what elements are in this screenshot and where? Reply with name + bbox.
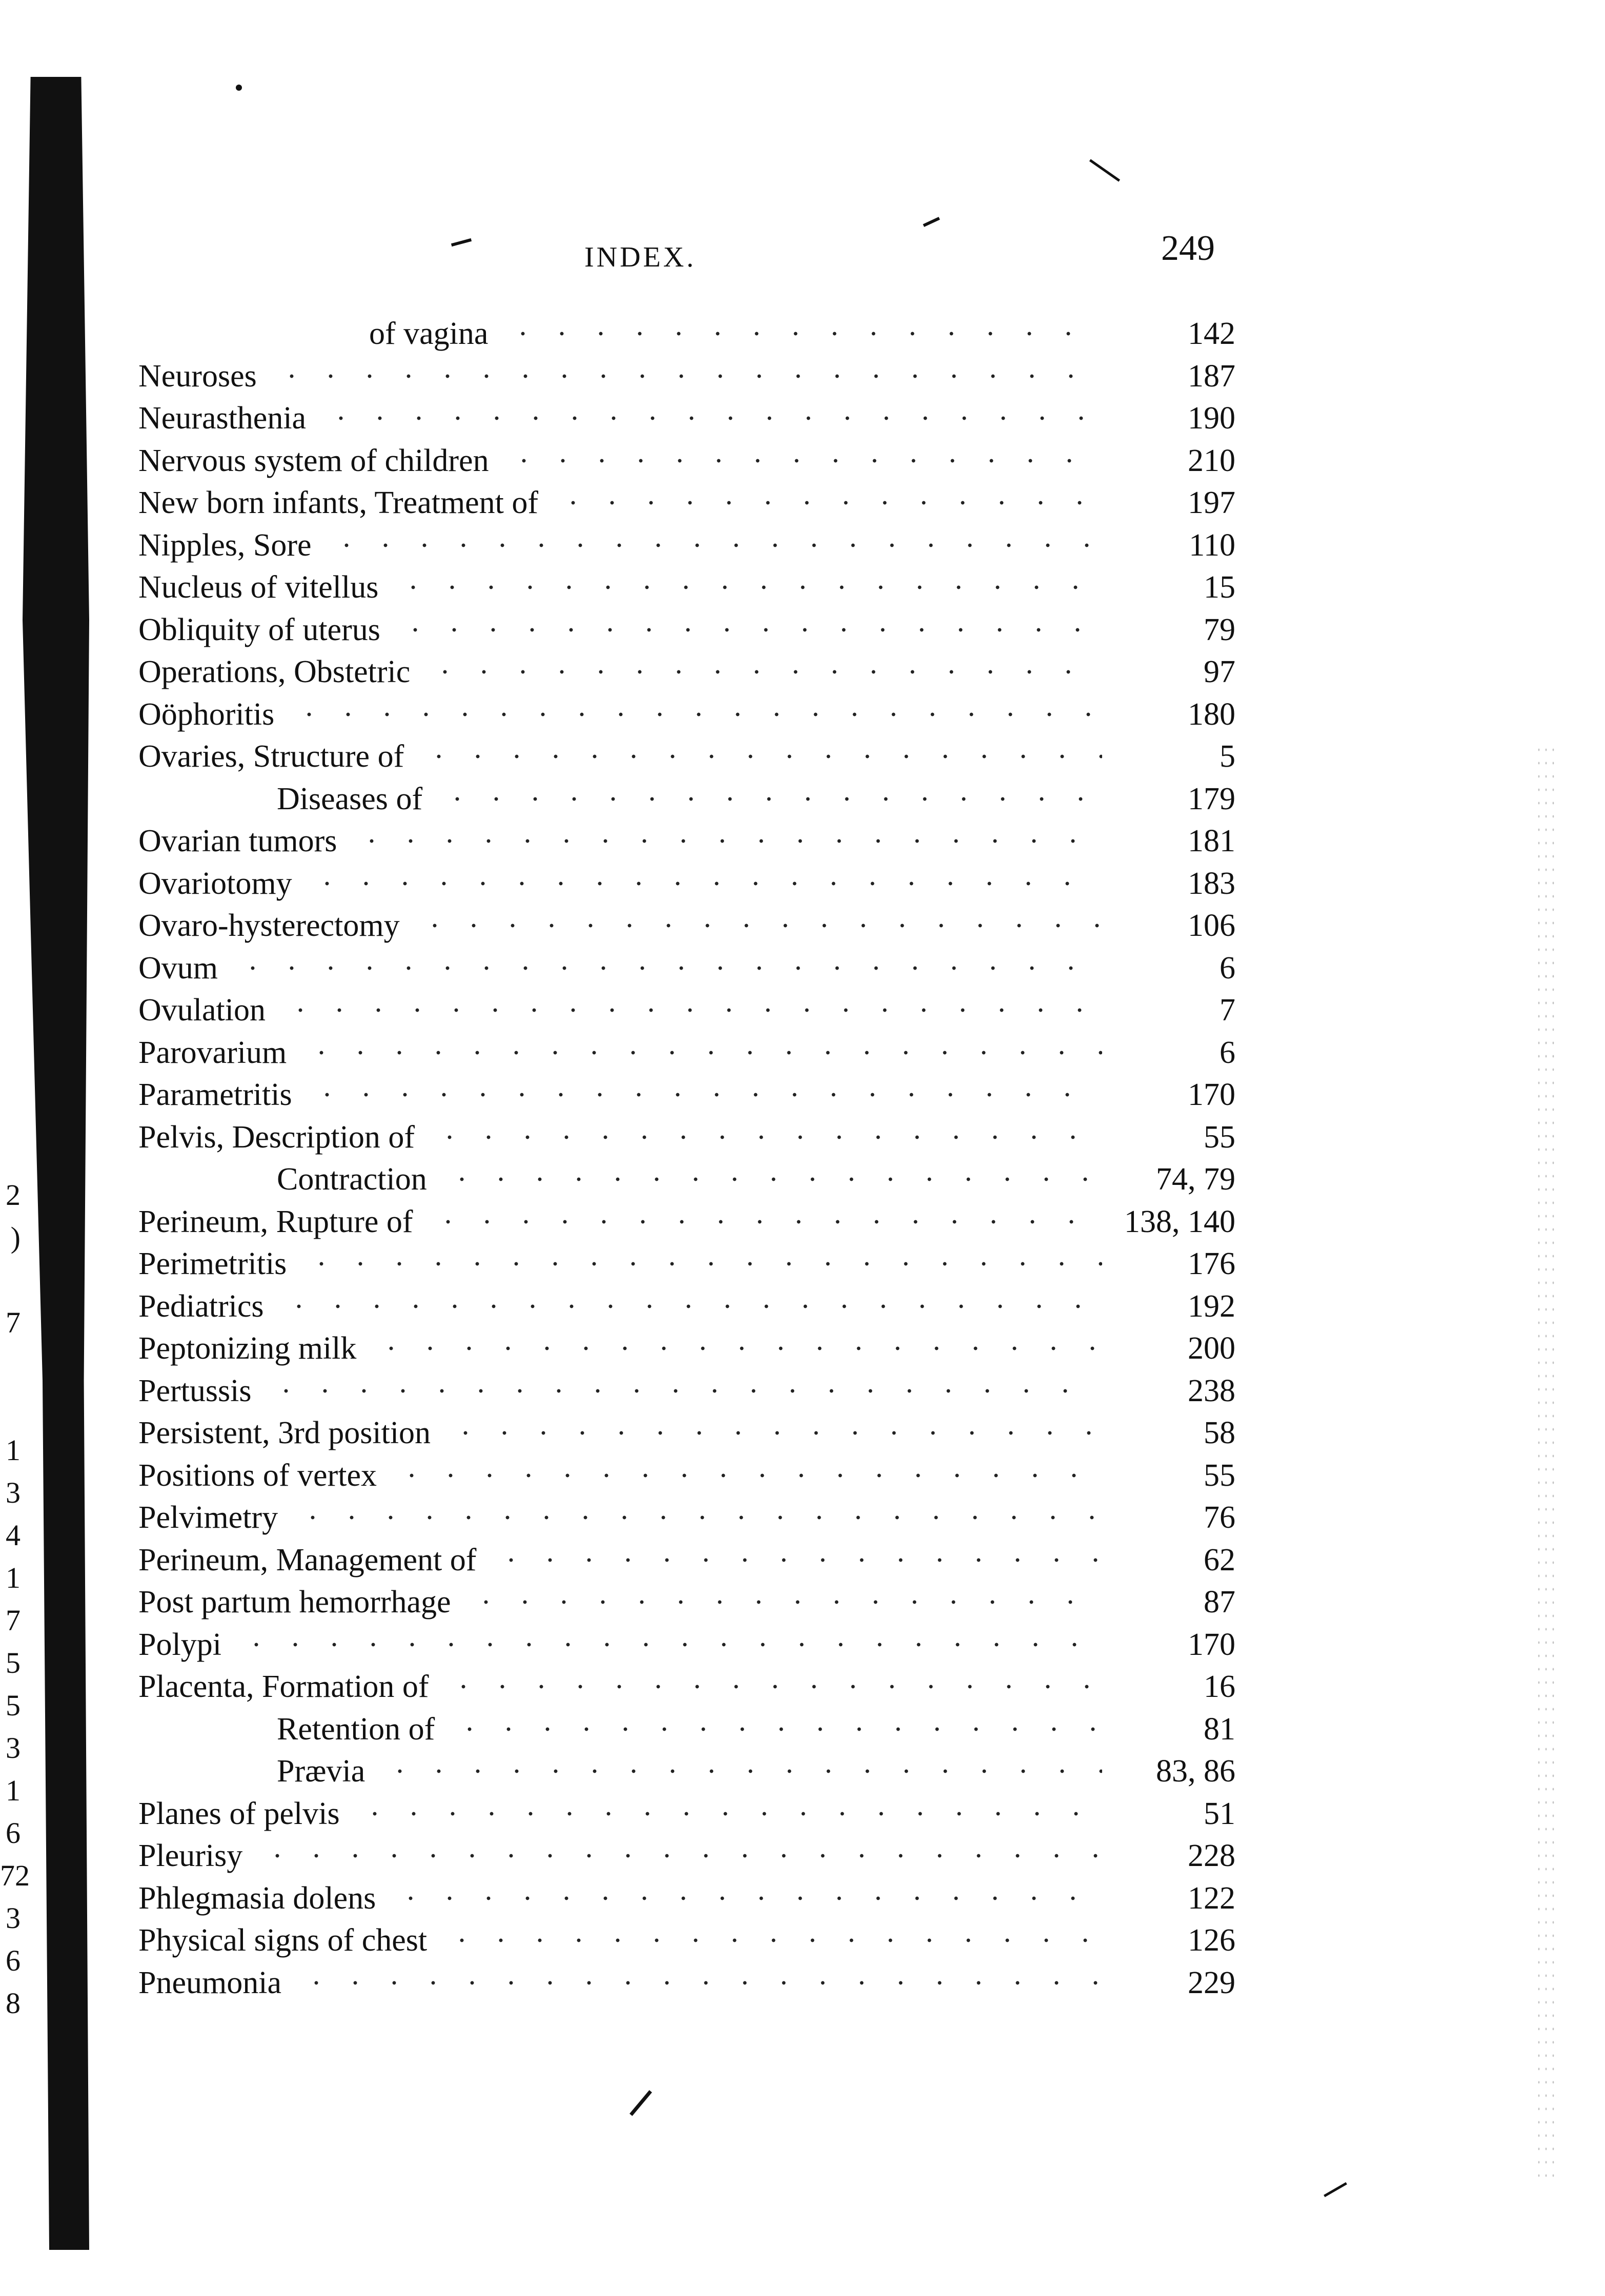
index-entry-label: Physical signs of chest: [138, 1923, 428, 1958]
index-entry-label: Pelvis, Description of: [138, 1119, 415, 1155]
index-entry-pages: 76: [1204, 1500, 1235, 1535]
index-entry: [138, 1750, 1235, 1793]
margin-digit: ): [10, 1221, 21, 1254]
dot-leader: [233, 966, 1102, 971]
index-entry-pages: 55: [1204, 1458, 1235, 1493]
dot-leader: [237, 1642, 1102, 1647]
dot-leader: [504, 458, 1102, 463]
index-entry-label: Parovarium: [138, 1035, 287, 1070]
index-entry-label: Ovulation: [138, 993, 266, 1028]
index-entry-label: Post partum hemorrhage: [138, 1585, 451, 1619]
index-entry-pages: 181: [1188, 824, 1235, 858]
index-entry-label: Persistent, 3rd position: [138, 1416, 431, 1450]
dot-leader: [352, 838, 1102, 844]
index-entry-label: Retention of: [277, 1711, 435, 1747]
index-entry: [138, 566, 1235, 609]
index-entry: [138, 313, 1235, 355]
index-entry: [138, 989, 1235, 1032]
margin-digit: 6: [6, 1944, 21, 1977]
index-entry-label: Ovaries, Structure of: [138, 739, 404, 774]
dot-leader: [308, 881, 1102, 886]
index-entry-label: Pertussis: [138, 1373, 252, 1408]
index-entry: [138, 1032, 1235, 1074]
ink-mark: [923, 217, 940, 227]
index-entry: [138, 1412, 1235, 1454]
dot-leader: [419, 754, 1102, 759]
index-entry: [138, 1327, 1235, 1370]
dot-leader: [442, 1938, 1102, 1943]
index-entry-pages: 74, 79: [1156, 1162, 1235, 1197]
margin-digit: [0, 1259, 21, 1301]
index-entry-label: Planes of pelvis: [138, 1796, 340, 1831]
margin-digit: [0, 1344, 21, 1386]
index-entry: [138, 1539, 1235, 1582]
index-entry-pages: 210: [1188, 443, 1235, 478]
index-entry: [138, 482, 1235, 524]
index-entry-pages: 138, 140: [1124, 1204, 1235, 1239]
dot-leader: [290, 712, 1102, 717]
index-entry-pages: 187: [1188, 358, 1235, 394]
dot-leader: [302, 1050, 1102, 1055]
index-entry-label: Placenta, Formation of: [138, 1669, 429, 1704]
margin-digit: 3: [6, 1476, 21, 1509]
dot-leader: [279, 1304, 1103, 1309]
index-entry-list: [138, 313, 1235, 2004]
index-entry-pages: 81: [1204, 1711, 1235, 1747]
index-entry-label: Perimetritis: [138, 1246, 287, 1281]
index-entry-label: Nervous system of children: [138, 443, 489, 478]
index-entry-pages: 197: [1188, 485, 1235, 520]
dot-leader: [438, 796, 1102, 802]
dot-leader: [355, 1811, 1102, 1816]
index-entry-label: Contraction: [277, 1162, 427, 1197]
index-entry: [138, 905, 1235, 947]
index-entry: [138, 1581, 1235, 1624]
dot-leader: [503, 331, 1102, 336]
margin-digit: 5: [6, 1646, 21, 1679]
dot-leader: [272, 374, 1102, 379]
index-entry: [138, 1624, 1235, 1666]
index-entry: [138, 1158, 1235, 1201]
margin-digit: 1: [6, 1774, 21, 1807]
dot-leader: [429, 1219, 1102, 1224]
index-entry-label: Positions of vertex: [138, 1458, 377, 1493]
margin-digit: 1: [6, 1433, 21, 1467]
index-entry-label: Neuroses: [138, 358, 257, 394]
index-entry-label: New born infants, Treatment of: [138, 485, 539, 520]
dot-leader: [327, 543, 1102, 548]
index-entry-pages: 228: [1188, 1838, 1235, 1873]
ink-mark: [236, 85, 242, 91]
ink-mark: [629, 2090, 652, 2116]
dot-leader: [321, 416, 1102, 421]
index-entry: [138, 1285, 1235, 1328]
index-entry-label: Diseases of: [277, 781, 423, 816]
index-entry-pages: 179: [1188, 781, 1235, 816]
ink-mark: [1324, 2182, 1347, 2197]
dot-leader: [450, 1727, 1102, 1732]
dot-leader: [446, 1430, 1102, 1436]
index-entry-pages: 176: [1188, 1246, 1235, 1281]
index-entry: [138, 609, 1235, 651]
margin-digit: [0, 1386, 21, 1429]
index-entry: [138, 693, 1235, 736]
index-entry-label: Prævia: [277, 1754, 365, 1789]
index-entry-label: Pelvimetry: [138, 1500, 278, 1535]
ink-mark: [1089, 159, 1120, 181]
dot-leader: [394, 585, 1102, 590]
index-entry-pages: 192: [1188, 1288, 1235, 1324]
index-entry-pages: 142: [1188, 316, 1235, 351]
index-entry-pages: 229: [1188, 1965, 1235, 2000]
index-entry-label: Perineum, Rupture of: [138, 1204, 413, 1239]
index-entry: [138, 820, 1235, 863]
index-entry-pages: 62: [1204, 1542, 1235, 1577]
index-entry: [138, 1116, 1235, 1159]
dot-leader: [466, 1600, 1102, 1605]
index-entry-pages: 190: [1188, 401, 1235, 436]
scan-noise: [1535, 743, 1556, 2178]
index-entry: [138, 1370, 1235, 1412]
index-entry-label: Parametritis: [138, 1077, 292, 1112]
index-entry: [138, 735, 1235, 778]
index-entry-pages: 200: [1188, 1331, 1235, 1366]
index-entry-pages: 180: [1188, 696, 1235, 732]
index-entry-label: Peptonizing milk: [138, 1331, 357, 1366]
index-entry-pages: 122: [1188, 1880, 1235, 1916]
index-entry: [138, 1877, 1235, 1920]
index-entry-label: Neurasthenia: [138, 401, 307, 436]
dot-leader: [444, 1684, 1102, 1689]
index-entry-pages: 5: [1220, 739, 1235, 774]
index-entry: [138, 1666, 1235, 1708]
index-entry: [138, 1243, 1235, 1285]
index-entry-pages: 183: [1188, 866, 1235, 901]
margin-digit: 7: [6, 1604, 21, 1637]
index-entry-pages: 55: [1204, 1119, 1235, 1155]
index-entry-label: Ovarian tumors: [138, 824, 337, 858]
dot-leader: [297, 1980, 1102, 1985]
margin-digit: 1: [6, 1561, 21, 1594]
dot-leader: [258, 1853, 1102, 1858]
dot-leader: [554, 500, 1102, 505]
index-entry-label: Pleurisy: [138, 1838, 243, 1873]
index-entry: [138, 1919, 1235, 1962]
index-entry-label: Operations, Obstetric: [138, 654, 411, 689]
index-entry-label: Pediatrics: [138, 1288, 264, 1324]
index-entry-pages: 126: [1188, 1923, 1235, 1958]
index-entry-pages: 15: [1204, 570, 1235, 605]
index-entry-label: Ovaro-hysterectomy: [138, 908, 400, 943]
margin-digit: 4: [6, 1519, 21, 1552]
index-entry-pages: 170: [1188, 1627, 1235, 1662]
index-entry: [138, 1835, 1235, 1877]
dot-leader: [392, 1473, 1102, 1478]
margin-digit: 5: [6, 1689, 21, 1722]
dot-leader: [308, 1092, 1102, 1097]
margin-digit: 2: [6, 1178, 21, 1212]
margin-digit: 7: [6, 1306, 21, 1339]
index-entry-label: Oöphoritis: [138, 696, 275, 732]
index-entry: [138, 397, 1235, 440]
index-entry-label: Ovum: [138, 950, 218, 986]
margin-digit: 3: [6, 1901, 21, 1935]
index-entry-label: Nipples, Sore: [138, 527, 312, 563]
index-entry: [138, 524, 1235, 567]
margin-digit: 72: [0, 1859, 30, 1892]
index-entry: [138, 947, 1235, 990]
dot-leader: [380, 1769, 1102, 1774]
index-entry-pages: 58: [1204, 1416, 1235, 1450]
index-entry: [138, 440, 1235, 482]
dot-leader: [415, 923, 1102, 928]
dot-leader: [425, 669, 1102, 674]
index-entry-label: Phlegmasia dolens: [138, 1880, 376, 1916]
index-entry: [138, 355, 1235, 398]
dot-leader: [372, 1346, 1102, 1351]
index-entry-pages: 51: [1204, 1796, 1235, 1831]
index-entry: [138, 1793, 1235, 1835]
index-entry-pages: 6: [1220, 1035, 1235, 1070]
margin-digit: 6: [6, 1816, 21, 1850]
dot-leader: [396, 627, 1102, 632]
dot-leader: [430, 1135, 1102, 1140]
ink-mark: [451, 238, 472, 247]
index-entry: [138, 863, 1235, 905]
facing-page-margin: [0, 1174, 30, 2024]
dot-leader: [293, 1515, 1102, 1520]
dot-leader: [442, 1177, 1102, 1182]
index-entry: [138, 778, 1235, 821]
dot-leader: [281, 1008, 1102, 1013]
index-entry: [138, 1074, 1235, 1116]
index-entry-pages: 170: [1188, 1077, 1235, 1112]
index-entry-pages: 87: [1204, 1585, 1235, 1619]
index-entry-label: Perineum, Management of: [138, 1542, 477, 1577]
running-head: INDEX.: [584, 241, 697, 273]
index-entry-pages: 110: [1189, 527, 1235, 563]
index-entry-pages: 83, 86: [1156, 1754, 1235, 1789]
index-entry-pages: 16: [1204, 1669, 1235, 1704]
index-entry-pages: 97: [1204, 654, 1235, 689]
index-entry-pages: 7: [1220, 993, 1235, 1028]
index-entry: [138, 1454, 1235, 1497]
index-entry-label: Ovariotomy: [138, 866, 292, 901]
index-entry-label: Polypi: [138, 1627, 221, 1662]
dot-leader: [302, 1261, 1102, 1266]
book-binding-edge: [23, 77, 89, 2250]
index-entry-label: Pneumonia: [138, 1965, 281, 2000]
index-entry: [138, 1496, 1235, 1539]
margin-digit: 3: [6, 1731, 21, 1765]
index-entry-pages: 106: [1188, 908, 1235, 943]
dot-leader: [391, 1896, 1102, 1901]
dot-leader: [267, 1388, 1102, 1393]
index-entry-pages: 79: [1204, 612, 1235, 647]
index-entry-label: Nucleus of vitellus: [138, 570, 379, 605]
index-entry-label: Obliquity of uterus: [138, 612, 380, 647]
index-entry: [138, 1201, 1235, 1243]
dot-leader: [492, 1557, 1102, 1563]
margin-digit: 8: [6, 1986, 21, 2020]
index-entry: [138, 1962, 1235, 2004]
index-entry-pages: 238: [1188, 1373, 1235, 1408]
index-entry-pages: 6: [1220, 950, 1235, 986]
index-entry: [138, 1708, 1235, 1751]
index-entry: [138, 651, 1235, 693]
index-entry-label: of vagina: [369, 316, 489, 351]
page-number: 249: [1161, 229, 1215, 268]
